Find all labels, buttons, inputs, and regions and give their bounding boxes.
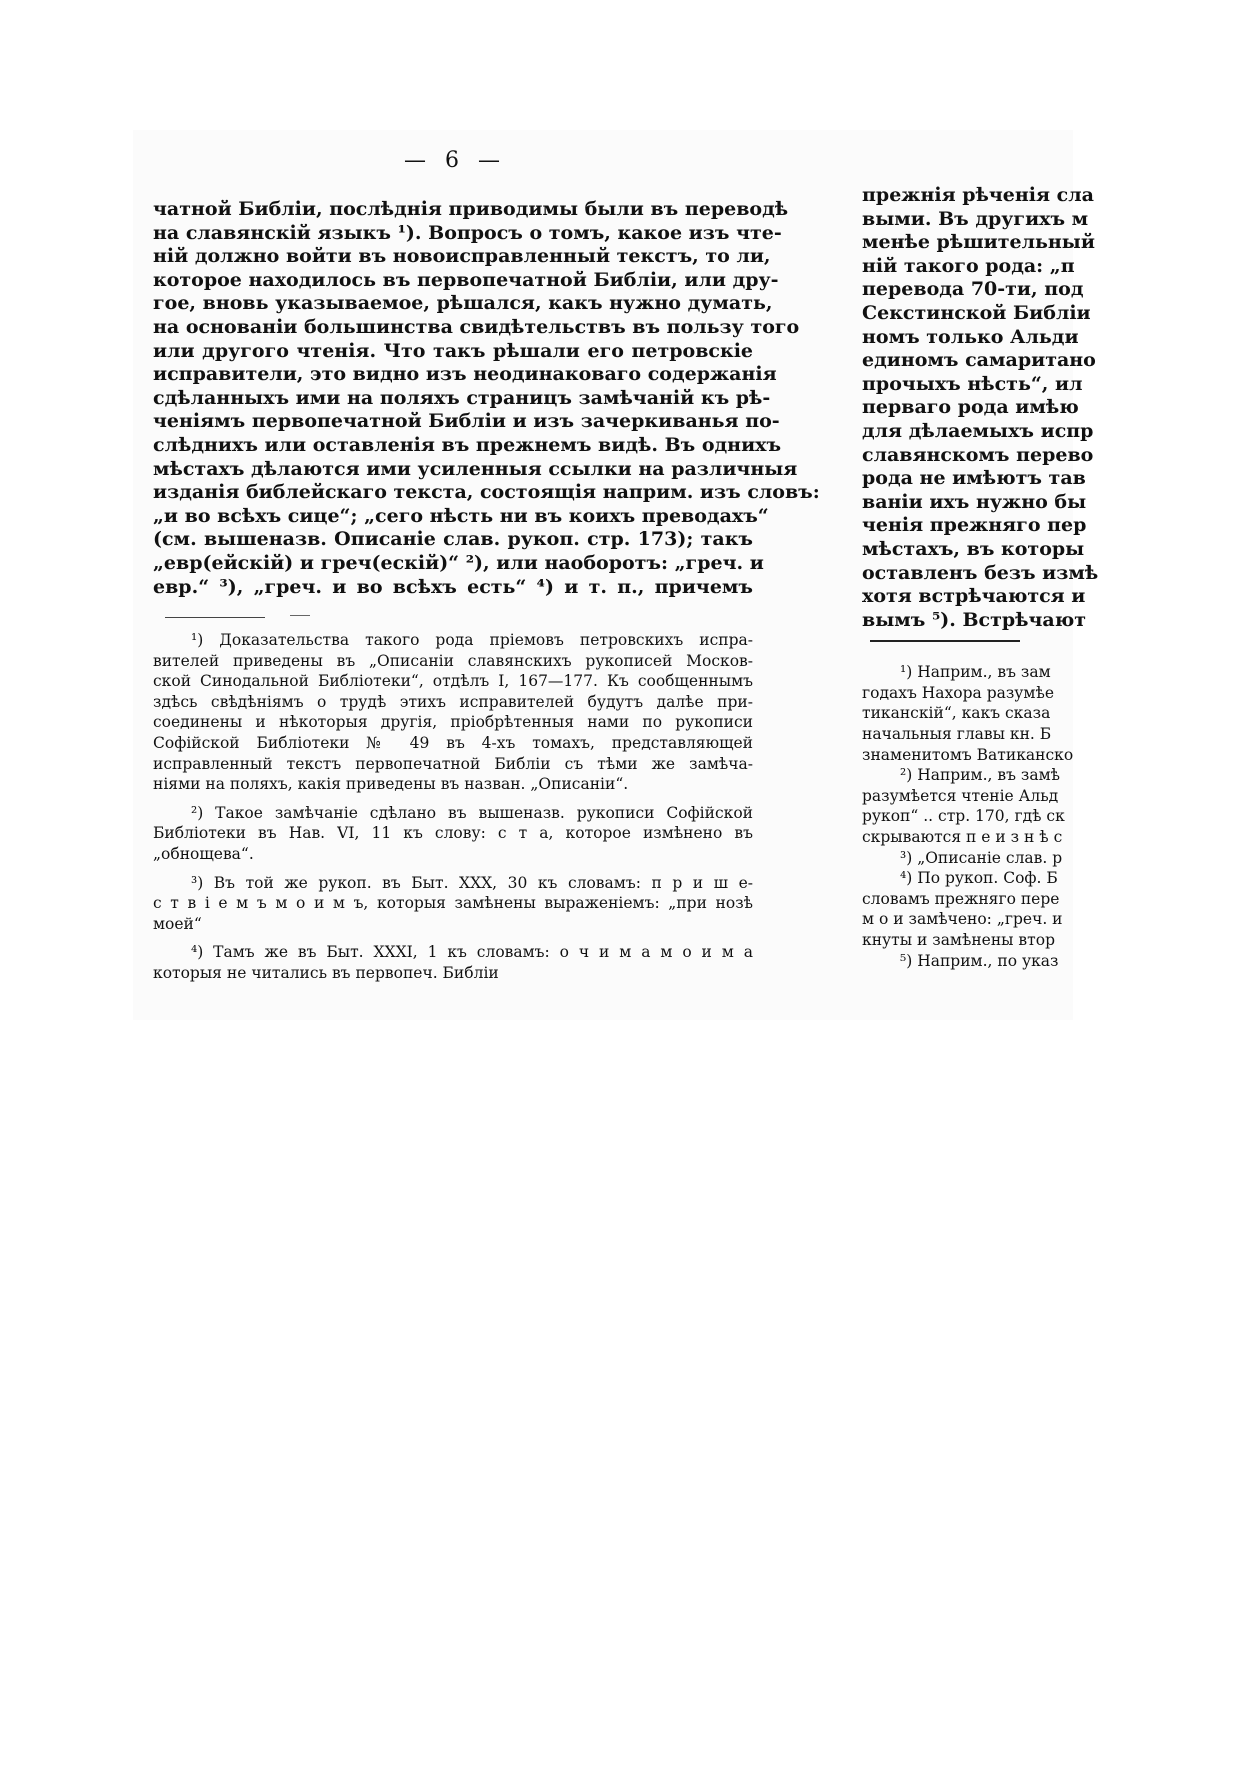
- text-line: для дѣлаемыхъ испр: [862, 419, 1094, 442]
- footnote-line: „обнощева“.: [153, 844, 254, 863]
- text-line: слѣднихъ или оставленія въ прежнемъ видѣ. Въ однихъ: [153, 433, 782, 456]
- text-line: оставленъ безъ измѣ: [862, 561, 1099, 584]
- footnote-line: здѣсь свѣдѣніямъ о трудѣ этихъ исправителей будутъ далѣе при-: [153, 692, 753, 711]
- footnote-line: начальныя главы кн. Б: [862, 725, 1052, 744]
- footnote-line: скрываются п е и з н ѣ с: [862, 828, 1063, 847]
- right-column-footnotes: [862, 662, 1074, 971]
- footnote-line: словамъ прежняго пере: [862, 889, 1060, 908]
- footnote-line: рукоп“ .. стр. 170, гдѣ ск: [862, 807, 1065, 826]
- footnote-2: [153, 803, 753, 865]
- left-column-footnotes: [153, 630, 753, 992]
- text-line: вымъ ⁵). Встрѣчают: [862, 608, 1087, 631]
- text-line: „евр(ейскій) и греч(ескій)“ ²), или наоборотъ: „греч. и: [153, 551, 764, 574]
- text-line: прежнія рѣченія сла: [862, 184, 1094, 206]
- page-number: — 6 —: [404, 148, 506, 173]
- text-line: хотя встрѣчаются и: [862, 585, 1086, 608]
- left-column-main-text: [153, 198, 820, 618]
- footnote-line: ніями на поляхъ, какія приведены въ назван. „Описаніи“.: [153, 775, 629, 794]
- footnote-line: ³) „Описаніе слав. р: [900, 848, 1063, 867]
- text-line: Секстинской Библіи: [862, 301, 1091, 324]
- text-line: гое, вновь указываемое, рѣшался, какъ нужно думать,: [153, 292, 773, 315]
- footnote-line: кнуты и замѣнены втор: [862, 931, 1055, 949]
- footnote-line: моей“: [153, 914, 202, 933]
- text-line: (см. вышеназв. Описаніе слав. рукоп. стр. 173); такъ: [153, 528, 753, 551]
- footnote-line: с т в і е м ъ м о и м ъ, которыя замѣнены выраженіемъ: „при нозѣ: [153, 894, 753, 913]
- text-line: ній должно войти въ новоисправленный текстъ, то ли,: [153, 245, 771, 268]
- footnote-4: [153, 942, 753, 983]
- footnote-line: разумѣется чтеніе Альд: [862, 786, 1059, 805]
- text-line: или другого чтенія. Что такъ рѣшали его петровскіе: [153, 339, 753, 362]
- text-line: чатной Библіи, послѣднія приводимы были въ переводѣ: [153, 198, 789, 220]
- footnote-line: ³) Въ той же рукоп. въ Быт. XXX, 30 къ словамъ: п р и ш е-: [191, 873, 753, 892]
- text-line: евр.“ ³), „греч. и во всѣхъ есть“ ⁴) и т. п., причемъ: [153, 575, 753, 598]
- footnote-line: ¹) Доказательства такого рода пріемовъ петровскихъ испра-: [191, 631, 753, 649]
- footnote-separator: [165, 617, 265, 618]
- text-line: „и во всѣхъ сице“; „сего нѣсть ни въ коихъ преводахъ“: [153, 504, 769, 527]
- text-line: номъ только Альди: [862, 325, 1079, 348]
- text-line: исправители, это видно изъ неодинаковаго содержанія: [153, 363, 777, 386]
- text-line: на славянскій языкъ ¹). Вопросъ о томъ, какое изъ чте-: [153, 221, 782, 244]
- text-line: которое находилось въ первопечатной Библіи, или дру-: [153, 268, 779, 291]
- footnote-line: ⁴) По рукоп. Соф. Б: [900, 869, 1058, 888]
- text-line: ченіямъ первопечатной Библіи и изъ зачеркиванья по-: [153, 410, 780, 433]
- text-line: на основаніи большинства свидѣтельствъ въ пользу того: [153, 315, 800, 338]
- text-line: ній такого рода: „п: [862, 254, 1075, 277]
- footnote-line: м о и замѣчено: „греч. и: [862, 910, 1063, 929]
- footnote-line: исправленный текстъ первопечатной Библіи съ тѣми же замѣча-: [153, 754, 753, 773]
- text-line: мѣстахъ, въ которы: [862, 537, 1085, 560]
- footnote-line: Софійской Библіотеки № 49 въ 4-хъ томахъ, представляющей: [153, 733, 753, 752]
- text-line: перваго рода имѣю: [862, 396, 1079, 419]
- footnote-line: вителей приведены въ „Описаніи славянскихъ рукописей Москов-: [153, 651, 753, 670]
- text-line: менѣе рѣшительный: [862, 231, 1095, 254]
- footnote-line: которыя не читались въ первопеч. Библіи: [153, 963, 499, 982]
- text-line: выми. Въ другихъ м: [862, 207, 1089, 230]
- text-line: единомъ самаритано: [862, 349, 1096, 372]
- footnote-line: соединены и нѣкоторыя другія, пріобрѣтенныя нами по рукописи: [153, 713, 753, 732]
- text-line: рода не имѣютъ тав: [862, 467, 1086, 490]
- footnote-line: ⁵) Наприм., по указ: [900, 951, 1059, 970]
- footnote-line: ⁴) Тамъ же въ Быт. XXXI, 1 къ словамъ: о ч и м а м о и м а: [191, 943, 753, 962]
- footnote-3: [153, 873, 753, 935]
- footnote-line: Библіотеки въ Нав. VI, 11 къ слову: с т а, которое измѣнено въ: [153, 824, 753, 843]
- text-line: изданія библейскаго текста, состоящія наприм. изъ словъ:: [153, 481, 820, 504]
- footnote-line: тиканскій“, какъ сказа: [862, 704, 1051, 723]
- footnote-line: ²) Наприм., въ замѣ: [900, 766, 1060, 785]
- text-line: ченія прежняго пер: [862, 514, 1087, 537]
- footnote-line: ¹) Наприм., въ зам: [900, 663, 1051, 682]
- footnote-line: годахъ Нахора разумѣе: [862, 683, 1055, 702]
- footnote-line: ской Синодальной Библіотеки“, отдѣлъ I, 167—177. Къ сообщеннымъ: [153, 672, 753, 691]
- footnote-1: [153, 630, 753, 795]
- text-line: ваніи ихъ нужно бы: [862, 490, 1087, 513]
- footnote-line: знаменитомъ Ватиканско: [862, 745, 1074, 764]
- text-line: перевода 70-ти, под: [862, 278, 1084, 301]
- text-line: прочыхъ нѣсть“, ил: [862, 372, 1083, 395]
- text-line: мѣстахъ дѣлаются ими усиленныя ссылки на различныя: [153, 457, 798, 480]
- footnote-separator-mark: [290, 615, 310, 616]
- right-column-cropped-text: [862, 184, 1099, 971]
- text-line: сдѣланныхъ ими на поляхъ страницъ замѣчаній къ рѣ-: [153, 386, 771, 409]
- footnote-separator: [870, 640, 1020, 642]
- text-line: славянскомъ перево: [862, 443, 1094, 466]
- footnote-line: ²) Такое замѣчаніе сдѣлано въ вышеназв. рукописи Софійской: [191, 803, 753, 822]
